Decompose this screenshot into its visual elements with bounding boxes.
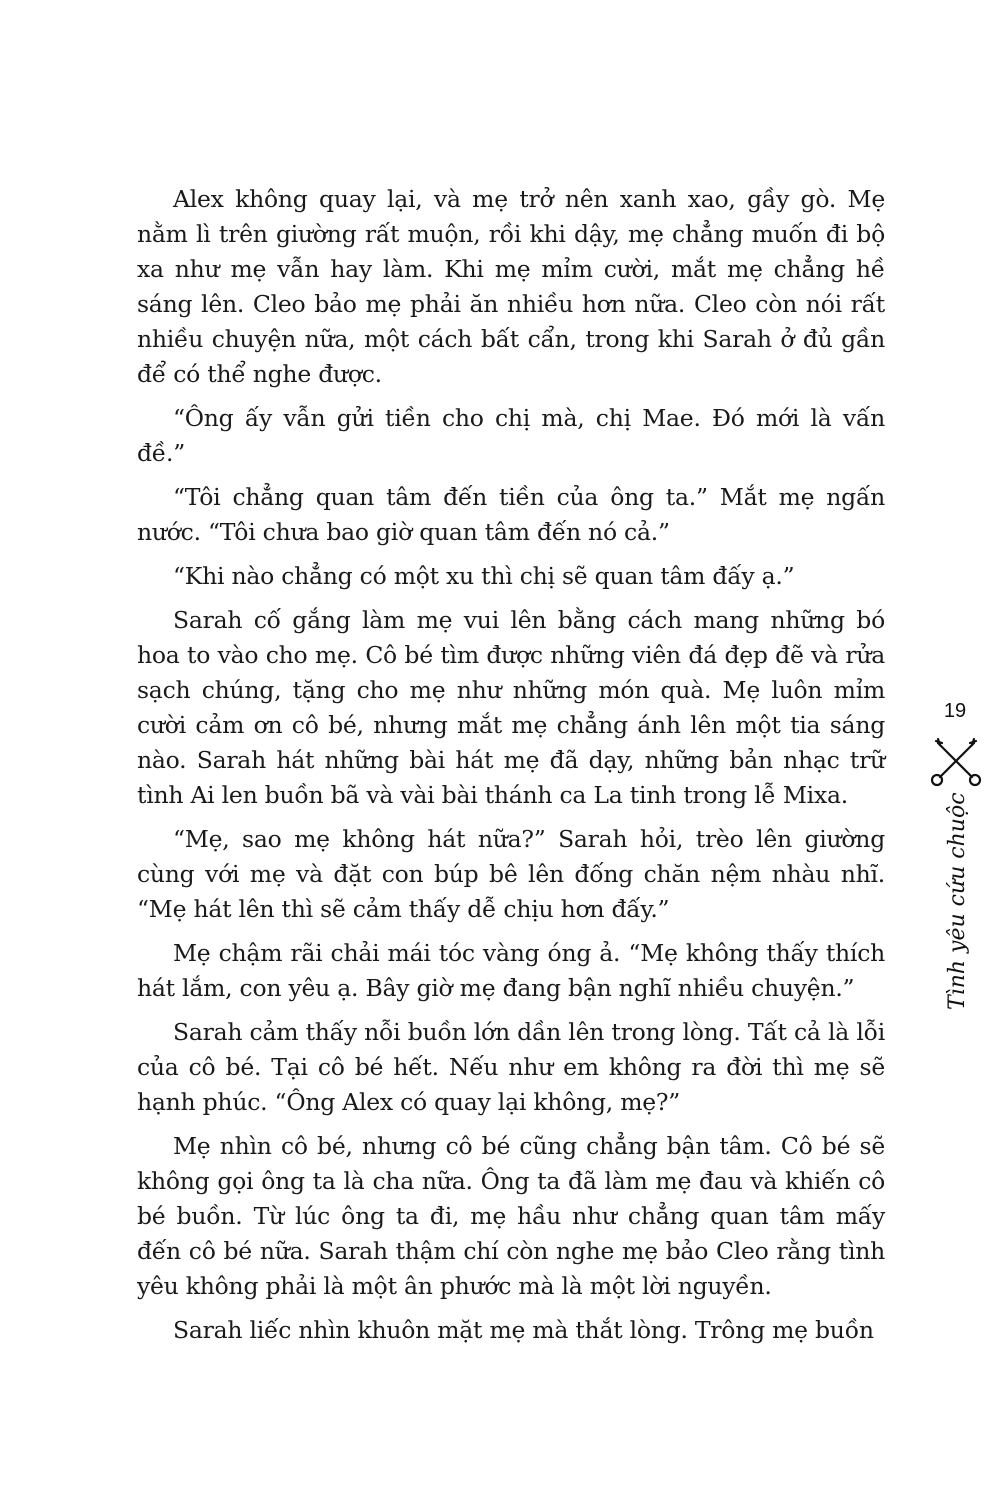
paragraph: Sarah cảm thấy nỗi buồn lớn dần lên trong lòng. Tất cả là lỗi của cô bé. Tại cô bé hết. Nếu như em không ra đời thì mẹ sẽ hạnh phúc. “Ông Alex có quay lại không, mẹ?”	[137, 1018, 885, 1116]
body-text	[137, 182, 885, 1357]
paragraph: Sarah liếc nhìn khuôn mặt mẹ mà thắt lòng. Trông mẹ buồn	[173, 1316, 874, 1344]
paragraph: Mẹ chậm rãi chải mái tóc vàng óng ả. “Mẹ không thấy thích hát lắm, con yêu ạ. Bây giờ mẹ đang bận nghĩ nhiều chuyện.”	[137, 939, 885, 1002]
paragraph: Mẹ nhìn cô bé, nhưng cô bé cũng chẳng bận tâm. Cô bé sẽ không gọi ông ta là cha nữa. Ông ta đã làm mẹ đau và khiến cô bé buồn. Từ lúc ông ta đi, mẹ hầu như chẳng quan tâm mấy đến cô bé nữa. Sarah thậm chí còn nghe mẹ bảo Cleo rằng tình yêu không phải là một ân phước mà là một lời nguyền.	[137, 1132, 885, 1300]
page-number: 19	[943, 700, 967, 722]
crossed-keys-ornament-icon	[928, 733, 984, 789]
paragraph: Alex không quay lại, và mẹ trở nên xanh xao, gầy gò. Mẹ nằm lì trên giường rất muộn, rồi khi dậy, mẹ chẳng muốn đi bộ xa như mẹ vẫn hay làm. Khi mẹ mỉm cười, mắt mẹ chẳng hề sáng lên. Cleo bảo mẹ phải ăn nhiều hơn nữa. Cleo còn nói rất nhiều chuyện nữa, một cách bất cẩn, trong khi Sarah ở đủ gần để có thể nghe được.	[137, 185, 885, 388]
paragraph: Sarah cố gắng làm mẹ vui lên bằng cách mang những bó hoa to vào cho mẹ. Cô bé tìm được những viên đá đẹp đẽ và rửa sạch chúng, tặng cho mẹ như những món quà. Mẹ luôn mỉm cười cảm ơn cô bé, nhưng mắt mẹ chẳng ánh lên một tia sáng nào. Sarah hát những bài hát mẹ đã dạy, những bản nhạc trữ tình Ai len buồn bã và vài bài thánh ca La tinh trong lễ Mixa.	[137, 606, 885, 809]
running-title: Tình yêu cứu chuộc	[945, 792, 970, 1010]
paragraph: “Khi nào chẳng có một xu thì chị sẽ quan tâm đấy ạ.”	[173, 562, 795, 590]
paragraph: “Mẹ, sao mẹ không hát nữa?” Sarah hỏi, trèo lên giường cùng với mẹ và đặt con búp bê lên đống chăn nệm nhàu nhĩ. “Mẹ hát lên thì sẽ cảm thấy dễ chịu hơn đấy.”	[137, 825, 885, 923]
paragraph: “Tôi chẳng quan tâm đến tiền của ông ta.” Mắt mẹ ngấn nước. “Tôi chưa bao giờ quan tâm đến nó cả.”	[137, 483, 885, 546]
paragraph: “Ông ấy vẫn gửi tiền cho chị mà, chị Mae. Đó mới là vấn đề.”	[137, 404, 885, 467]
